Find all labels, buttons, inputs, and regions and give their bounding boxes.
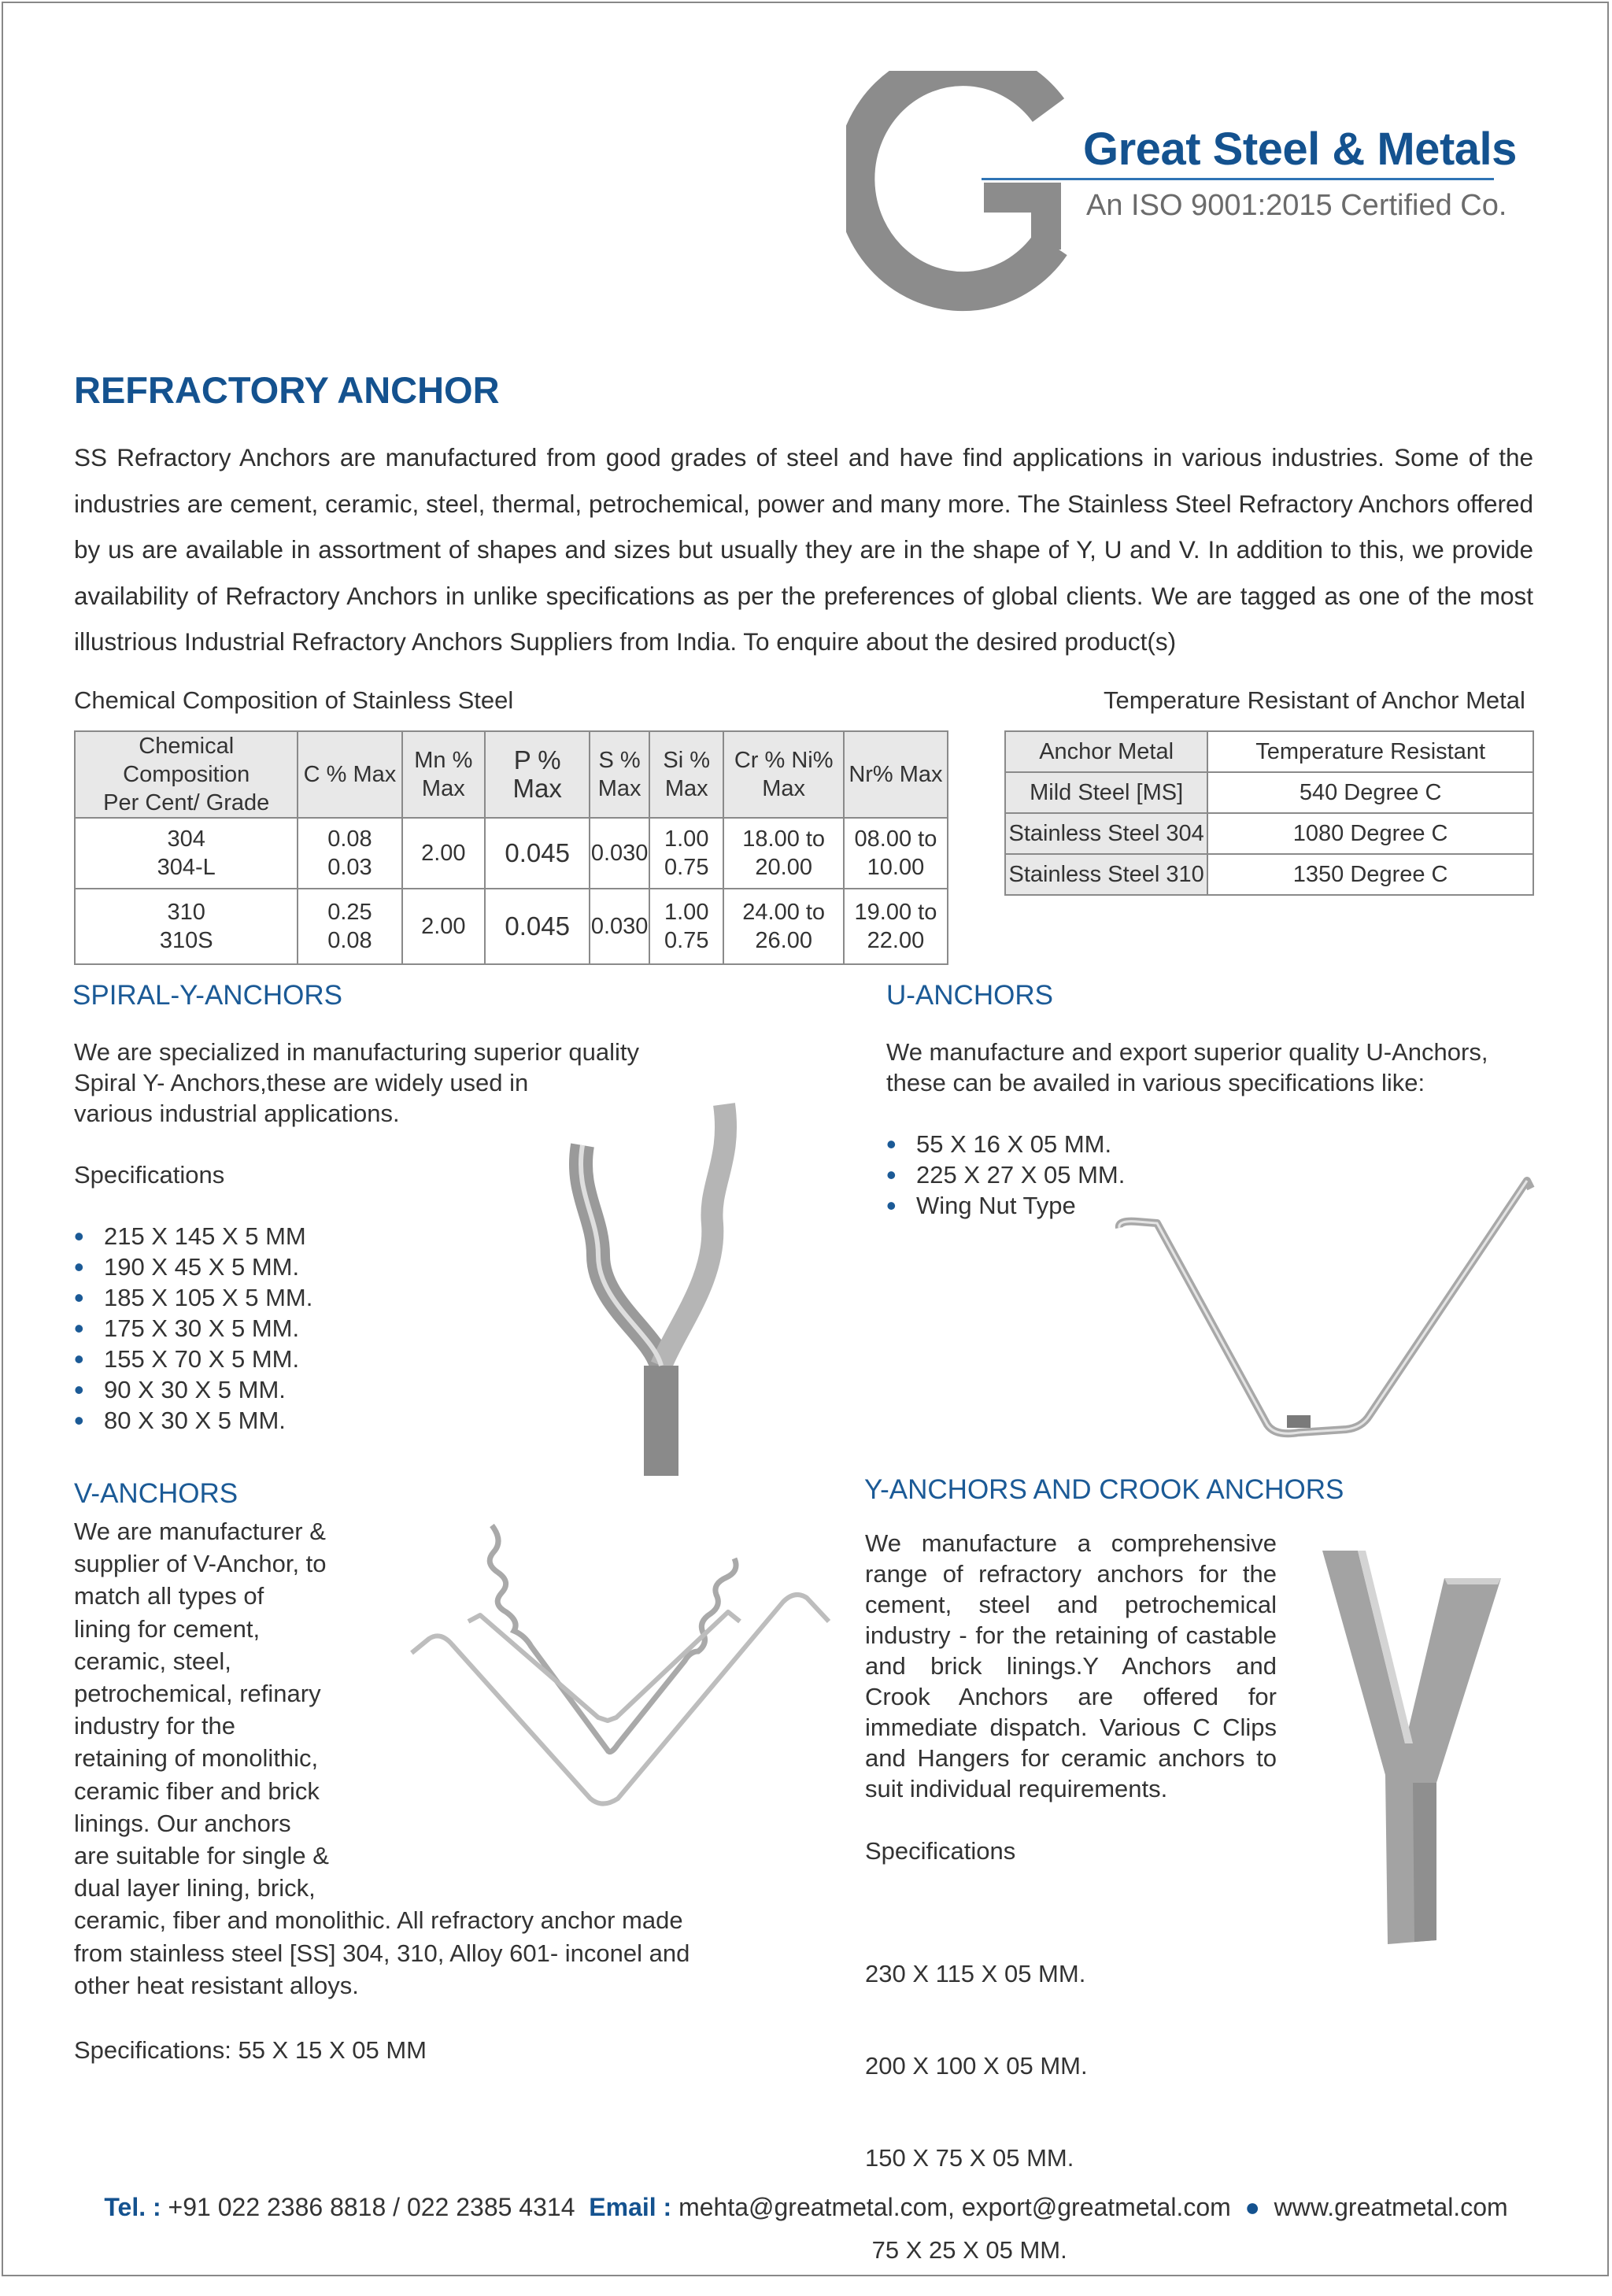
list-item: • 215 X 145 X 5 MM (74, 1221, 312, 1252)
column-header: Cr % Ni% Max (723, 731, 843, 818)
table-cell: 0.25 0.08 (298, 889, 401, 964)
u-anchors-spec-list (886, 1129, 1125, 1221)
table-cell: 1080 Degree C (1207, 813, 1533, 854)
table-cell: 540 Degree C (1207, 772, 1533, 813)
spiral-y-spec-label: Specifications (74, 1161, 225, 1189)
y-crook-heading: Y-ANCHORS AND CROOK ANCHORS (864, 1474, 1344, 1505)
u-anchors-description: We manufacture and export superior quality U-Anchors, these can be availed in various specifications like: (886, 1038, 1488, 1096)
list-item: 75 X 25 X 05 MM. (865, 2236, 1067, 2264)
u-anchor-image (1110, 1165, 1543, 1448)
temperature-table-caption: Temperature Resistant of Anchor Metal (1104, 686, 1525, 714)
column-header: P % Max (485, 731, 590, 818)
v-anchors-spec-line: Specifications: 55 X 15 X 05 MM (74, 2036, 427, 2064)
list-item: • Wing Nut Type (886, 1190, 1125, 1221)
website-link[interactable]: www.greatmetal.com (1274, 2193, 1508, 2221)
table-row (1005, 772, 1533, 813)
table-cell: 0.045 (485, 818, 590, 889)
column-header: Nr% Max (844, 731, 948, 818)
table-cell: 08.00 to 10.00 (844, 818, 948, 889)
separator-dot: ● (1244, 2193, 1260, 2221)
table-cell: 0.030 (590, 889, 649, 964)
list-item: • 155 X 70 X 5 MM. (74, 1344, 312, 1374)
chemical-composition-table (74, 730, 948, 965)
logo-divider (982, 178, 1494, 180)
table-cell: 2.00 (402, 889, 486, 964)
list-item: • 90 X 30 X 5 MM. (74, 1374, 312, 1405)
company-name: Great Steel & Metals (1083, 124, 1517, 175)
column-header: S % Max (590, 731, 649, 818)
table-header-row (75, 731, 948, 818)
table-cell: 2.00 (402, 818, 486, 889)
column-header: Si % Max (649, 731, 723, 818)
column-header: C % Max (298, 731, 401, 818)
column-header: Mn % Max (402, 731, 486, 818)
column-header: Chemical Composition Per Cent/ Grade (75, 731, 298, 818)
list-item: • 80 X 30 X 5 MM. (74, 1405, 312, 1436)
table-cell: 0.08 0.03 (298, 818, 401, 889)
table-row (1005, 854, 1533, 895)
list-item: 150 X 75 X 05 MM. (865, 2144, 1074, 2172)
table-cell: Mild Steel [MS] (1005, 772, 1207, 813)
list-item: • 175 X 30 X 5 MM. (74, 1313, 312, 1344)
column-header: Temperature Resistant (1207, 731, 1533, 772)
iso-certification: An ISO 9001:2015 Certified Co. (1086, 189, 1507, 222)
table-header-row (1005, 731, 1533, 772)
spiral-y-spec-list (74, 1221, 312, 1436)
table-cell: 0.030 (590, 818, 649, 889)
spiral-y-description: We are specialized in manufacturing superior quality Spiral Y- Anchors,these are widely used in various industrial applications. (74, 1038, 639, 1127)
temperature-table (1004, 730, 1534, 896)
email-label: Email : (589, 2193, 672, 2221)
page-title: REFRACTORY ANCHOR (74, 369, 500, 411)
table-cell: 1350 Degree C (1207, 854, 1533, 895)
table-cell: 0.045 (485, 889, 590, 964)
chemical-table-caption: Chemical Composition of Stainless Steel (74, 686, 514, 714)
y-crook-description: We manufacture a comprehensive range of refractory anchors for the cement, steel and petrochemical industry - for the retaining of castable and brick linings.Y Anchors and Crook Anchors are offered for immediate dispatch. Various C Clips and Hangers for ceramic anchors to suit individual requirements. (865, 1529, 1277, 1802)
company-logo-g (846, 71, 1082, 315)
list-item: • 185 X 105 X 5 MM. (74, 1282, 312, 1313)
column-header: Anchor Metal (1005, 731, 1207, 772)
v-anchors-description: We are manufacturer & supplier of V-Anchor, to match all types of lining for cement, ceramic, steel, petrochemical, refinary industry for the retaining of monolithic, ceramic fiber and brick linings. Our anchors are suitable for single & dual layer lining, brick, ceramic, fiber and monolithic. All refractory anchor made from stainless steel [SS] 304, 310, Alloy 601- inconel and other heat resistant alloys. (74, 1518, 690, 1999)
intro-paragraph: SS Refractory Anchors are manufactured from good grades of steel and have find applications in various industries. Some of the industries are cement, ceramic, steel, thermal, petrochemical, power and many more. The Stainless Steel Refractory Anchors offered by us are available in assortment of shapes and sizes but usually they are in the shape of Y, U and V. In addition to this, we provide availability of Refractory Anchors in unlike specifications as per the preferences of global clients. We are tagged as one of the most illustrious Industrial Refractory Anchors Suppliers from India. To enquire about the desired product(s) (74, 443, 1533, 656)
table-cell: 19.00 to 22.00 (844, 889, 948, 964)
v-anchors-image (405, 1511, 834, 1810)
u-anchors-heading: U-ANCHORS (886, 980, 1053, 1011)
email-addresses[interactable]: mehta@greatmetal.com, export@greatmetal.com (678, 2193, 1231, 2221)
tel-number[interactable]: +91 022 2386 8818 / 022 2385 4314 (168, 2193, 575, 2221)
table-cell: Stainless Steel 304 (1005, 813, 1207, 854)
list-item: • 225 X 27 X 05 MM. (886, 1159, 1125, 1190)
table-row (75, 818, 948, 889)
tel-label: Tel. : (104, 2193, 161, 2221)
table-cell: 1.00 0.75 (649, 818, 723, 889)
table-cell: 310 310S (75, 889, 298, 964)
table-cell: 304 304-L (75, 818, 298, 889)
y-anchor-image (1318, 1547, 1507, 1948)
v-anchors-heading: V-ANCHORS (74, 1478, 238, 1509)
spiral-y-anchor-image (551, 1098, 756, 1484)
table-cell: 18.00 to 20.00 (723, 818, 843, 889)
table-cell: Stainless Steel 310 (1005, 854, 1207, 895)
list-item: • 55 X 16 X 05 MM. (886, 1129, 1125, 1159)
spiral-y-heading: SPIRAL-Y-ANCHORS (72, 980, 342, 1011)
table-row (75, 889, 948, 964)
table-row (1005, 813, 1533, 854)
list-item: 200 X 100 X 05 MM. (865, 2052, 1088, 2080)
footer-contact (0, 2193, 1612, 2222)
y-crook-spec-list (865, 1897, 1088, 2296)
list-item: • 190 X 45 X 5 MM. (74, 1252, 312, 1282)
y-crook-spec-label: Specifications (865, 1837, 1016, 1865)
table-cell: 24.00 to 26.00 (723, 889, 843, 964)
list-item: 230 X 115 X 05 MM. (865, 1960, 1086, 1987)
table-cell: 1.00 0.75 (649, 889, 723, 964)
